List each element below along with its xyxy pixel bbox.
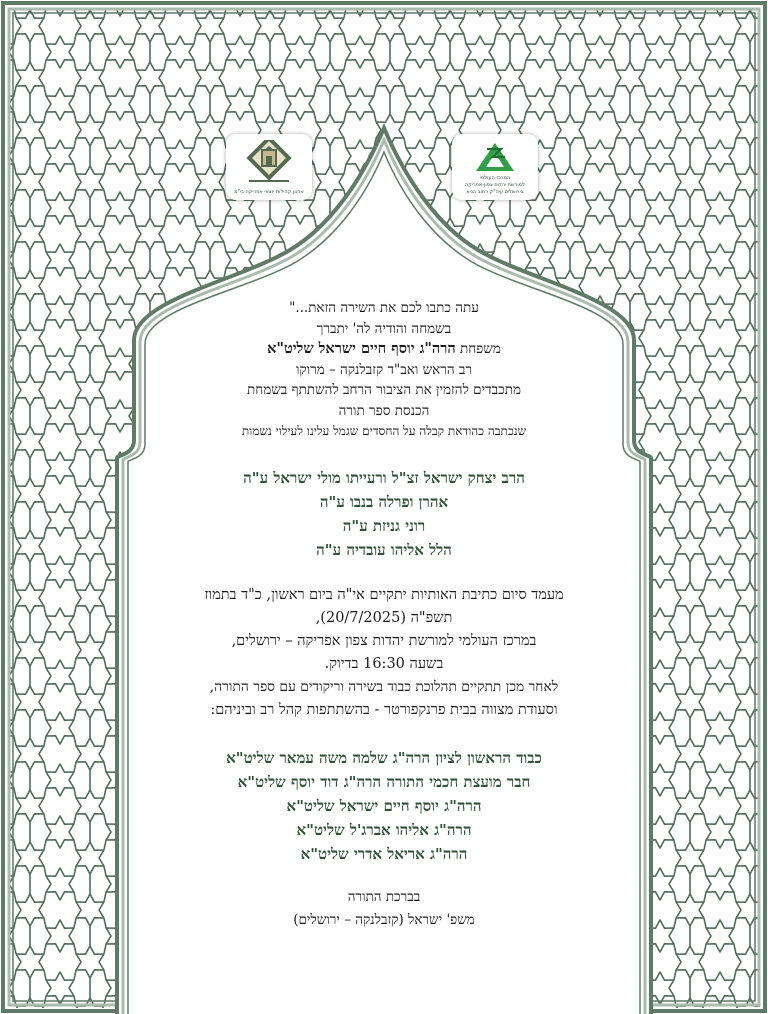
honoree-name: כבוד הראשון לציון הרה"ג שלמה משה עמאר שליט"א xyxy=(226,748,542,767)
ornate-building-emblem-icon xyxy=(239,140,299,188)
intro-event-name: הכנסת ספר תורה xyxy=(338,402,430,419)
intro-thanks: בשמחה והודיה לה' יתברך xyxy=(316,320,452,337)
event-time: בשעה 16:30 בדיוק. xyxy=(324,655,444,672)
invitation-text xyxy=(150,298,618,932)
honoree-name: הרה"ג אריאל אדרי שליט"א xyxy=(300,844,468,863)
intro-family-name: הרה"ג יוסף חיים ישראל שליט"א xyxy=(267,340,456,357)
logo-left-caption: ארגון קהילות יוצאי אפריקה בי"מ xyxy=(234,188,304,195)
memorial-name: אהרן ופרלה בנבו ע"ה xyxy=(319,492,449,511)
honoree-name: הרה"ג אליהו אברג'ל שליט"א xyxy=(296,820,472,839)
event-date-line: מעמד סיום כתיבת האותיות יתקיים אי"ה ביום ראשון, כ"ד בתמוז xyxy=(204,586,564,603)
memorial-name: רוני גניזת ע"ה xyxy=(342,516,426,535)
event-details xyxy=(150,584,618,722)
intro-family xyxy=(150,339,618,360)
intro-verse: עתה כתבו לכם את השירה הזאת..." xyxy=(289,300,479,316)
memorial-name: הלל אליהו עובדיה ע"ה xyxy=(316,540,452,559)
logo-right xyxy=(452,134,538,200)
honoree-name: הרה"ג יוסף חיים ישראל שליט"א xyxy=(286,796,482,815)
event-location: במרכז העולמי למורשת יהדות צפון אפריקה – ירושלים, xyxy=(231,632,537,649)
intro-title: רב הראש ואב"ד קזבלנקה – מרוקו xyxy=(295,361,473,378)
memorial-list xyxy=(150,466,618,562)
logo-right-caption-3: בירושלים עיה"ק רחוב הגיא xyxy=(466,188,524,195)
closing-signature: משפ' ישראל (קזבלנקה – ירושלים) xyxy=(293,911,475,928)
event-meal: וסעודת מצווה בבית פרנקפורטר - בהשתתפות קהל רב וביניהם: xyxy=(210,701,558,718)
intro-dedication: שנכתבה כהודאת קבלה על החסדים שגמל עלינו לעילוי נשמות xyxy=(241,424,527,438)
logo-right-caption-2: למורשת יהדות צפון-אפריקה xyxy=(464,181,526,188)
logo-left xyxy=(226,134,312,200)
event-date-gregorian: תשפ"ה (20/7/2025), xyxy=(315,609,453,626)
logo-right-caption-1: המרכז העולמי xyxy=(479,174,511,181)
intro-invite: מתכבדים להזמין את הציבור הרחב להשתתף בשמחת xyxy=(247,382,521,398)
green-triangle-emblem-icon xyxy=(473,140,517,174)
honorees-list xyxy=(150,746,618,866)
closing-blessing: בברכת התורה xyxy=(347,888,421,905)
honoree-name: חבר מועצת חכמי התורה הרה"ג דוד יוסף שליט"א xyxy=(237,772,531,791)
memorial-name: הרב יצחק ישראל זצ"ל ורעייתו מולי ישראל ע"ה xyxy=(243,468,525,487)
event-procession: לאחר מכן תתקיים תהלוכת כבוד בשירה וריקודים עם ספר התורה, xyxy=(209,678,559,695)
intro-family-prefix: משפחת xyxy=(460,341,501,357)
